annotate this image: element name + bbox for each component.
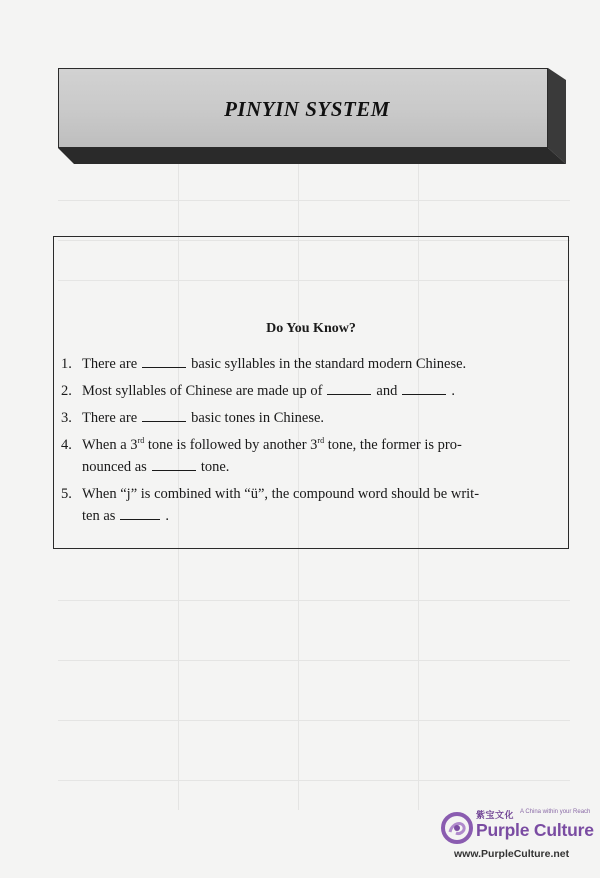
quiz-text-part: tone, the former is pro-	[324, 437, 462, 453]
quiz-heading: Do You Know?	[266, 321, 356, 336]
banner-face	[58, 68, 548, 148]
answer-blank[interactable]	[152, 458, 196, 471]
quiz-item-text	[82, 407, 560, 429]
quiz-item-text	[82, 434, 560, 478]
quiz-item-2	[61, 380, 560, 402]
quiz-text-after: basic syllables in the standard modern Chinese.	[191, 356, 467, 372]
quiz-text-part: nounced as	[82, 459, 147, 475]
quiz-line-1	[82, 434, 560, 456]
quiz-item-text	[82, 380, 560, 402]
quiz-text-after: basic tones in Chinese.	[191, 410, 325, 426]
quiz-list	[61, 353, 560, 532]
watermark-url[interactable]: www.PurpleCulture.net	[454, 848, 570, 860]
page-title: PINYIN SYSTEM	[224, 96, 390, 121]
quiz-text-part: ten as	[82, 508, 116, 524]
answer-blank[interactable]	[327, 382, 371, 395]
watermark-brand-name: Purple Culture	[476, 820, 594, 840]
quiz-line-1: When “j” is combined with “ü”, the compound word should be writ-	[82, 486, 480, 502]
answer-blank[interactable]	[120, 507, 160, 520]
quiz-item-5	[61, 483, 560, 527]
quiz-line-2	[82, 456, 560, 478]
quiz-text-middle: and	[376, 383, 398, 399]
purple-culture-watermark[interactable]	[438, 808, 598, 870]
quiz-item-4	[61, 434, 560, 478]
quiz-item-1	[61, 353, 560, 375]
quiz-item-number: 1.	[61, 356, 72, 372]
quiz-line-2	[82, 505, 560, 527]
quiz-text-after: .	[451, 383, 455, 399]
quiz-item-number: 2.	[61, 383, 72, 399]
quiz-item-text	[82, 353, 560, 375]
quiz-text-before: Most syllables of Chinese are made up of	[82, 383, 323, 399]
quiz-item-3	[61, 407, 560, 429]
quiz-item-number: 3.	[61, 410, 72, 426]
do-you-know-box	[53, 236, 569, 549]
watermark-tagline: A China within your Reach	[520, 809, 591, 815]
title-banner	[58, 68, 566, 164]
quiz-item-number: 5.	[61, 486, 72, 502]
answer-blank[interactable]	[142, 355, 186, 368]
quiz-item-number: 4.	[61, 437, 72, 453]
ordinal-suffix: rd	[137, 436, 145, 446]
answer-blank[interactable]	[142, 409, 186, 422]
quiz-text-after: .	[165, 508, 170, 524]
watermark-chinese-name: 紫宝文化	[476, 811, 515, 821]
quiz-text-part: When a 3	[82, 437, 138, 453]
purple-culture-logo-icon	[440, 811, 474, 845]
quiz-text-before: There are	[82, 410, 138, 426]
ordinal-suffix: rd	[317, 436, 325, 446]
quiz-item-text	[82, 483, 560, 527]
quiz-text-after: tone.	[200, 459, 230, 475]
answer-blank[interactable]	[402, 382, 446, 395]
quiz-text-part: tone is followed by another 3	[144, 437, 318, 453]
quiz-text-before: There are	[82, 356, 138, 372]
